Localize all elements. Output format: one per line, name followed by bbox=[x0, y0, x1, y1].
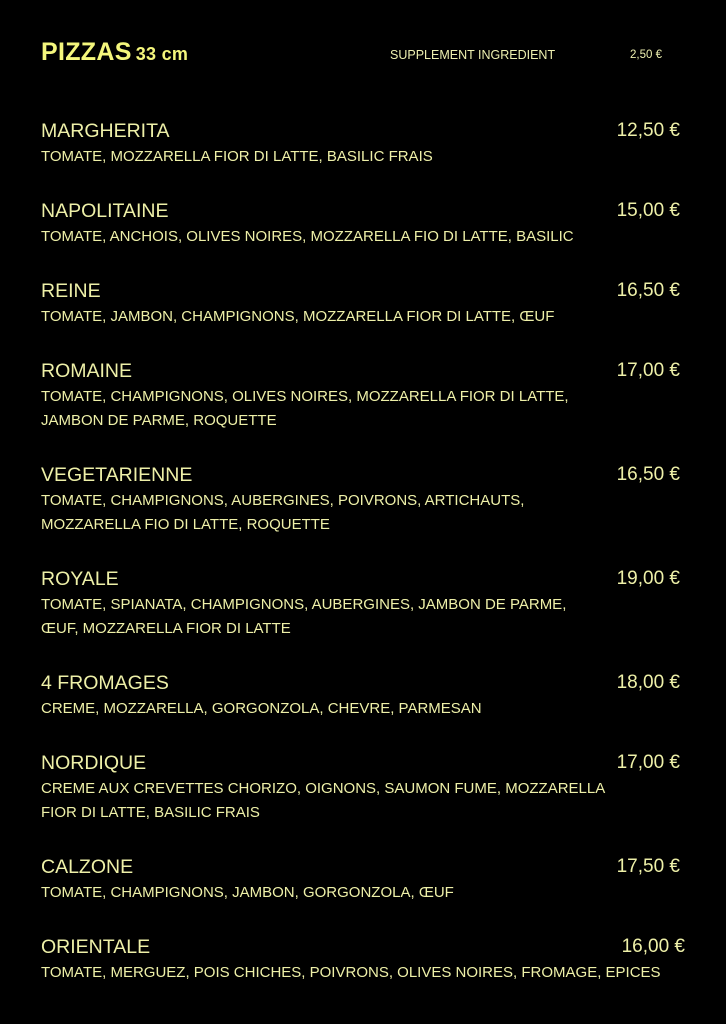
item-price: 17,50 € bbox=[616, 856, 680, 877]
item-name: CALZONE bbox=[41, 856, 134, 878]
item-price: 12,50 € bbox=[616, 120, 680, 141]
item-price: 17,00 € bbox=[616, 752, 680, 773]
item-description: TOMATE, SPIANATA, CHAMPIGNONS, AUBERGINES, JAMBON DE PARME, bbox=[41, 596, 567, 613]
item-price: 15,00 € bbox=[616, 200, 680, 221]
item-price: 19,00 € bbox=[616, 568, 680, 589]
menu-item bbox=[41, 853, 686, 905]
menu-item bbox=[41, 669, 686, 721]
item-name: VEGETARIENNE bbox=[41, 464, 193, 486]
item-price: 16,50 € bbox=[616, 280, 680, 301]
item-name: ROMAINE bbox=[41, 360, 133, 382]
item-price: 18,00 € bbox=[616, 672, 680, 693]
menu-item bbox=[41, 117, 686, 169]
item-description: ŒUF, MOZZARELLA FIOR DI LATTE bbox=[41, 620, 291, 637]
item-description: TOMATE, JAMBON, CHAMPIGNONS, MOZZARELLA FIOR DI LATTE, ŒUF bbox=[41, 308, 555, 325]
supplement-label: SUPPLEMENT INGREDIENT bbox=[390, 48, 556, 62]
item-description: TOMATE, ANCHOIS, OLIVES NOIRES, MOZZARELLA FIO DI LATTE, BASILIC bbox=[41, 228, 574, 245]
item-description: TOMATE, MOZZARELLA FIOR DI LATTE, BASILIC FRAIS bbox=[41, 148, 433, 165]
menu-header bbox=[41, 38, 726, 68]
section-title bbox=[41, 38, 188, 67]
item-name: ROYALE bbox=[41, 568, 119, 590]
item-description: TOMATE, CHAMPIGNONS, OLIVES NOIRES, MOZZARELLA FIOR DI LATTE, bbox=[41, 388, 569, 405]
item-name: ORIENTALE bbox=[41, 936, 151, 958]
menu-item bbox=[41, 197, 686, 249]
item-name: NORDIQUE bbox=[41, 752, 147, 774]
item-description: CREME, MOZZARELLA, GORGONZOLA, CHEVRE, PARMESAN bbox=[41, 700, 482, 717]
pizza-size: 33 cm bbox=[135, 44, 189, 64]
menu-item bbox=[41, 933, 686, 985]
title-text: PIZZAS bbox=[41, 38, 132, 66]
item-price: 16,00 € bbox=[621, 936, 685, 957]
menu-item bbox=[41, 749, 686, 825]
menu-item bbox=[41, 357, 686, 433]
menu-item bbox=[41, 461, 686, 537]
item-description: CREME AUX CREVETTES CHORIZO, OIGNONS, SAUMON FUME, MOZZARELLA bbox=[41, 780, 606, 797]
item-description: TOMATE, MERGUEZ, POIS CHICHES, POIVRONS, OLIVES NOIRES, FROMAGE, EPICES bbox=[41, 964, 661, 981]
menu-item bbox=[41, 565, 686, 641]
pizza-list bbox=[41, 117, 686, 1013]
item-description: JAMBON DE PARME, ROQUETTE bbox=[41, 412, 277, 429]
item-description: MOZZARELLA FIO DI LATTE, ROQUETTE bbox=[41, 516, 330, 533]
item-description: FIOR DI LATTE, BASILIC FRAIS bbox=[41, 804, 260, 821]
supplement-price: 2,50 € bbox=[630, 49, 662, 61]
item-name: MARGHERITA bbox=[41, 120, 170, 142]
menu-item bbox=[41, 277, 686, 329]
item-price: 16,50 € bbox=[616, 464, 680, 485]
item-description: TOMATE, CHAMPIGNONS, AUBERGINES, POIVRONS, ARTICHAUTS, bbox=[41, 492, 525, 509]
item-name: 4 FROMAGES bbox=[41, 672, 169, 694]
item-price: 17,00 € bbox=[616, 360, 680, 381]
item-name: REINE bbox=[41, 280, 101, 302]
item-name: NAPOLITAINE bbox=[41, 200, 169, 222]
item-description: TOMATE, CHAMPIGNONS, JAMBON, GORGONZOLA, ŒUF bbox=[41, 884, 454, 901]
